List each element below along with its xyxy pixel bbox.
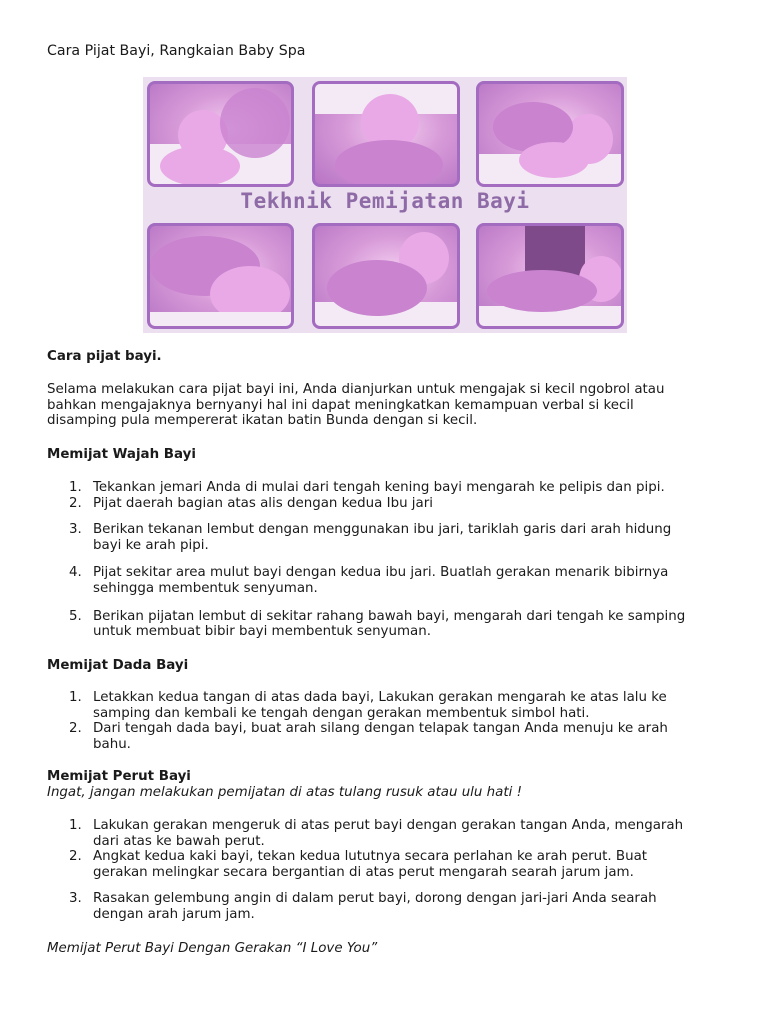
list-item [47, 818, 737, 849]
list-item [47, 891, 737, 922]
list-number: 4. [69, 565, 82, 581]
list-number: 1. [69, 480, 82, 495]
dada-heading: Memijat Dada Bayi [47, 658, 189, 673]
list-text: gerakan melingkar secara bergantian di atas perut mengarah searah jarum jam. [93, 864, 634, 880]
list-text: dari atas ke bawah perut. [93, 833, 265, 849]
list-number: 5. [69, 608, 82, 624]
wajah-heading-block [47, 447, 737, 463]
photo-tile-tummy [312, 223, 460, 329]
wajah-heading: Memijat Wajah Bayi [47, 447, 196, 462]
list-item [47, 721, 737, 752]
intro-line: bahkan mengajaknya bernyanyi hal ini dapat meningkatkan kemampuan verbal si kecil [47, 397, 634, 413]
list-text: sehingga membentuk senyuman. [93, 580, 318, 596]
list-text: Letakkan kedua tangan di atas dada bayi, Lakukan gerakan mengarah ke atas lalu ke [93, 690, 667, 705]
dada-heading-block [47, 658, 737, 674]
perut-list [47, 818, 737, 923]
perut-note: Ingat, jangan melakukan pemijatan di atas tulang rusuk atau ulu hati ! [47, 784, 522, 800]
list-item [47, 480, 737, 496]
photo-tile-face [147, 81, 294, 187]
banner-image [143, 77, 627, 333]
list-item [47, 522, 737, 553]
list-text: Berikan pijatan lembut di sekitar rahang bawah bayi, mengarah dari tengah ke samping [93, 608, 686, 624]
list-text: Berikan tekanan lembut dengan menggunakan ibu jari, tariklah garis dari arah hidung [93, 522, 672, 538]
intro-heading: Cara pijat bayi. [47, 349, 162, 364]
list-number: 2. [69, 849, 82, 865]
photo-tile-foot [147, 223, 294, 329]
list-text: bayi ke arah pipi. [93, 537, 209, 553]
list-text: untuk membuat bibir bayi membentuk senyuman. [93, 624, 431, 640]
list-number: 1. [69, 690, 82, 705]
list-item [47, 849, 737, 880]
list-item [47, 609, 737, 640]
list-item [47, 565, 737, 596]
list-text: Pijat daerah bagian atas alis dengan kedua Ibu jari [93, 495, 433, 511]
list-text: Angkat kedua kaki bayi, tekan kedua lututnya secara perlahan ke arah perut. Buat [93, 849, 648, 865]
list-text: samping dan kembali ke tengah dengan gerakan membentuk simbol hati. [93, 705, 590, 721]
list-text: bahu. [93, 736, 131, 752]
perut-heading-block [47, 769, 737, 800]
list-number: 1. [69, 818, 82, 833]
banner-caption: Tekhnik Pemijatan Bayi [240, 189, 530, 213]
photo-tile-chest [312, 81, 460, 187]
list-item [47, 496, 737, 512]
intro-line: disamping pula mempererat ikatan batin Bunda dengan si kecil. [47, 413, 478, 429]
perut-heading: Memijat Perut Bayi [47, 769, 191, 784]
dada-list [47, 690, 737, 752]
intro-section [47, 349, 737, 365]
list-text: Tekankan jemari Anda di mulai dari tengah kening bayi mengarah ke pelipis dan pipi. [93, 480, 665, 495]
list-number: 2. [69, 495, 82, 511]
list-text: Dari tengah dada bayi, buat arah silang dengan telapak tangan Anda menuju ke arah [93, 721, 668, 737]
list-number: 3. [69, 891, 82, 907]
wajah-list [47, 480, 737, 640]
list-number: 2. [69, 721, 82, 737]
list-text: dengan arah jarum jam. [93, 906, 255, 922]
photo-tile-legs [476, 81, 624, 187]
perut-closing: Memijat Perut Bayi Dengan Gerakan “I Love You” [47, 941, 378, 956]
list-item [47, 690, 737, 721]
list-text: Pijat sekitar area mulut bayi dengan kedua ibu jari. Buatlah gerakan menarik bibirnya [93, 565, 669, 581]
intro-line: Selama melakukan cara pijat bayi ini, Anda dianjurkan untuk mengajak si kecil ngobrol atau [47, 382, 665, 397]
page-title: Cara Pijat Bayi, Rangkaian Baby Spa [47, 43, 306, 59]
intro-paragraph [47, 382, 737, 429]
list-text: Lakukan gerakan mengeruk di atas perut bayi dengan gerakan tangan Anda, mengarah [93, 818, 684, 833]
list-text: Rasakan gelembung angin di dalam perut bayi, dorong dengan jari-jari Anda searah [93, 891, 657, 907]
photo-tile-back [476, 223, 624, 329]
list-number: 3. [69, 522, 82, 538]
